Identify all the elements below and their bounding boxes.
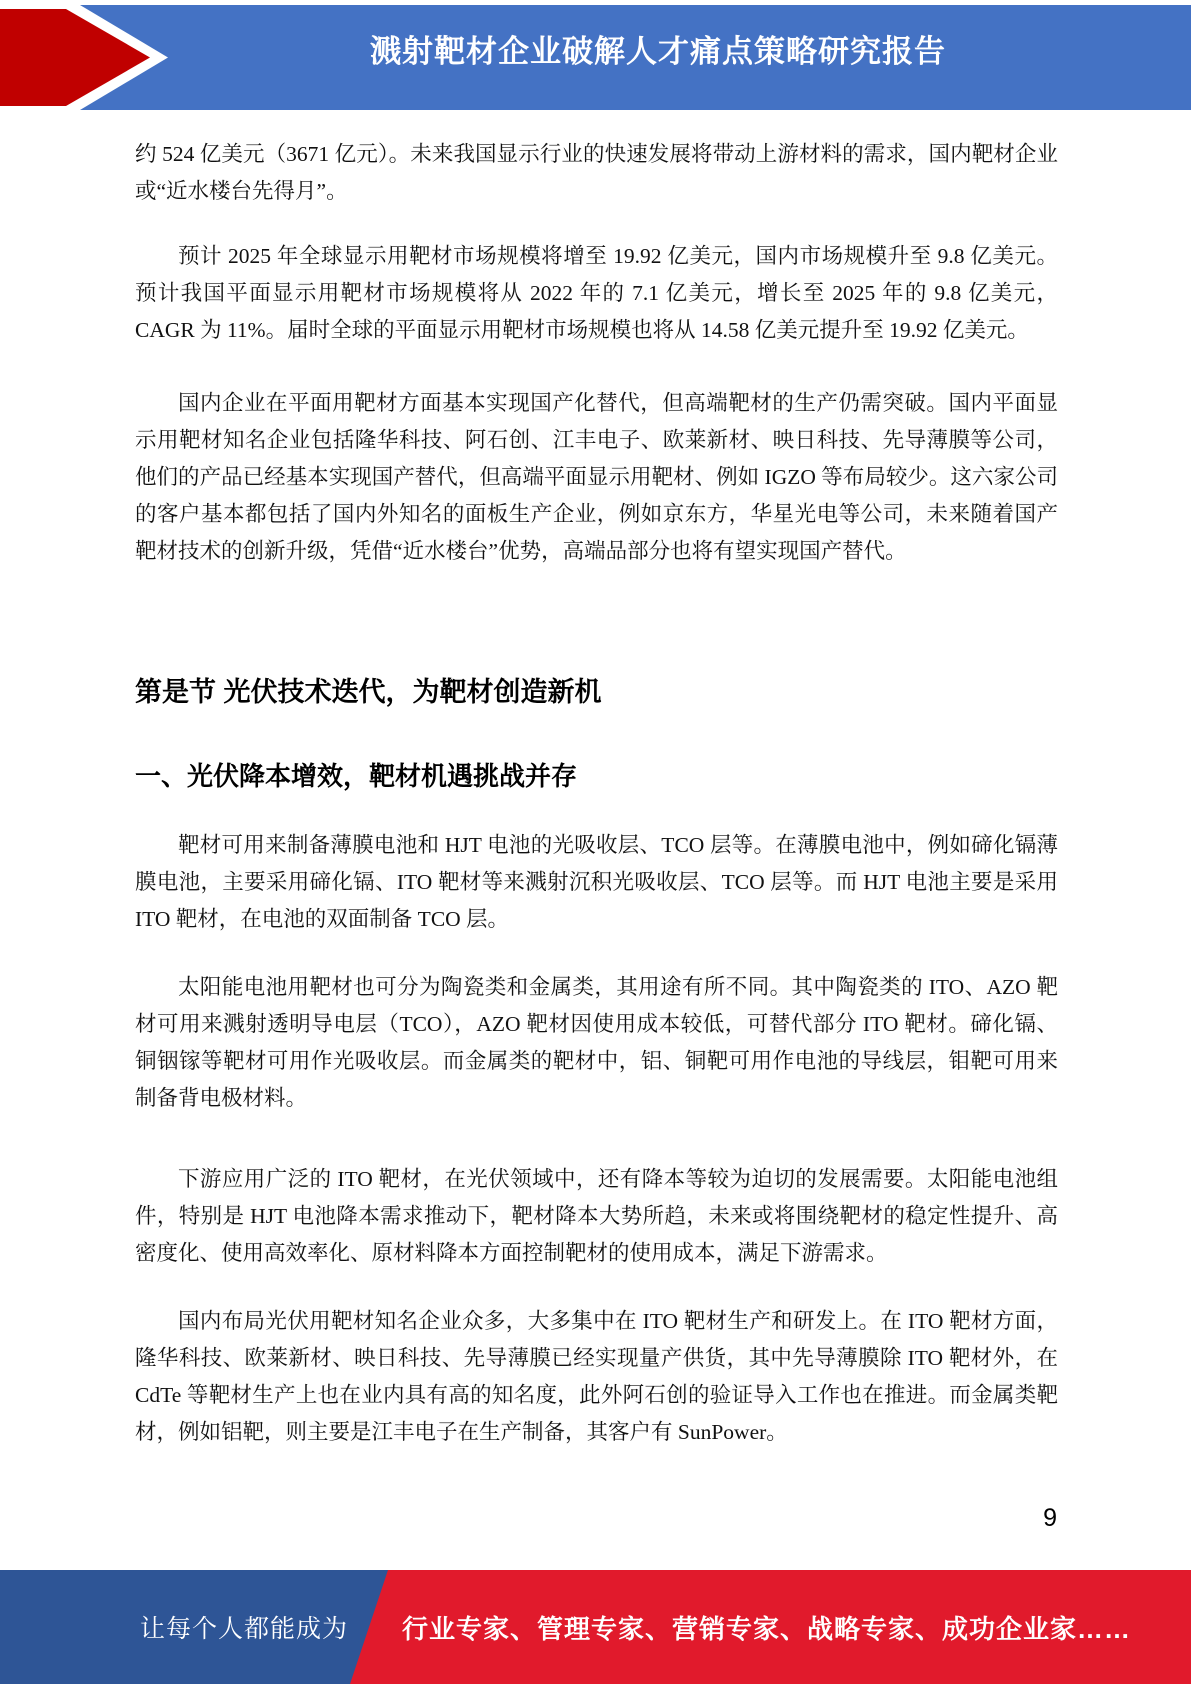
subsection-heading: 一、光伏降本增效，靶材机遇挑战并存: [135, 761, 578, 791]
paragraph-domestic-pv-companies: 国内布局光伏用靶材知名企业众多，大多集中在 ITO 靶材生产和研发上。在 ITO 靶材方面，隆华科技、欧莱新材、映日科技、先导薄膜已经实现量产供货，其中先导薄膜除 ITO 靶材外，在 CdTe 等靶材生产上也在业内具有高的知名度，此外阿石创的验证导入工作也在推进。而金属类靶材，例如铝靶，则主要是江丰电子在生产制备，其客户有 SunPower。: [135, 1309, 1058, 1444]
footer-slogan-left: 让每个人都能成为: [140, 1615, 349, 1643]
report-title: 溅射靶材企业破解人才痛点策略研究报告: [370, 34, 946, 69]
page-header: [0, 5, 1191, 110]
page-number: 9: [1043, 1504, 1057, 1532]
paragraph-ito-cost-reduction: 下游应用广泛的 ITO 靶材，在光伏领域中，还有降本等较为迫切的发展需要。太阳能电池组件，特别是 HJT 电池降本需求推动下，靶材降本大势所趋，未来或将围绕靶材的稳定性提升、高密度化、使用高效率化、原材料降本方面控制靶材的使用成本，满足下游需求。: [135, 1167, 1058, 1265]
section-heading: 第是节 光伏技术迭代，为靶材创造新机: [135, 677, 602, 707]
footer-slogan-right: 行业专家、管理专家、营销专家、战略专家、成功企业家……: [402, 1613, 1132, 1644]
paragraph-forecast-2025: 预计 2025 年全球显示用靶材市场规模将增至 19.92 亿美元，国内市场规模升至 9.8 亿美元。预计我国平面显示用靶材市场规模将从 2022 年的 7.1 亿美元，增长至 2025 年的 9.8 亿美元，CAGR 为 11%。届时全球的平面显示用靶材市场规模也将从 14.58 亿美元提升至 19.92 亿美元。: [135, 244, 1058, 342]
paragraph-domestic-substitution: 国内企业在平面用靶材方面基本实现国产化替代，但高端靶材的生产仍需突破。国内平面显示用靶材知名企业包括隆华科技、阿石创、江丰电子、欧莱新材、映日科技、先导薄膜等公司，他们的产品已经基本实现国产替代，但高端平面显示用靶材、例如 IGZO 等布局较少。这六家公司的客户基本都包括了国内外知名的面板生产企业，例如京东方，华星光电等公司，未来随着国产靶材技术的创新升级，凭借“近水楼台”优势，高端品部分也将有望实现国产替代。: [135, 391, 1058, 563]
paragraph-display-market: 约 524 亿美元（3671 亿元）。未来我国显示行业的快速发展将带动上游材料的需求，国内靶材企业或“近水楼台先得月”。: [135, 142, 1058, 203]
page-footer: [0, 1570, 1191, 1684]
red-arrow-icon: [0, 5, 185, 110]
paragraph-target-cells: 靶材可用来制备薄膜电池和 HJT 电池的光吸收层、TCO 层等。在薄膜电池中，例如碲化镉薄膜电池，主要采用碲化镉、ITO 靶材等来溅射沉积光吸收层、TCO 层等。而 HJT 电池主要是采用 ITO 靶材，在电池的双面制备 TCO 层。: [135, 833, 1058, 931]
paragraph-ceramic-metal: 太阳能电池用靶材也可分为陶瓷类和金属类，其用途有所不同。其中陶瓷类的 ITO、AZO 靶材可用来溅射透明导电层（TCO），AZO 靶材因使用成本较低，可替代部分 ITO 靶材。碲化镉、铜铟镓等靶材可用作光吸收层。而金属类的靶材中，铝、铜靶可用作电池的导线层，钼靶可用来制备背电极材料。: [135, 975, 1058, 1110]
